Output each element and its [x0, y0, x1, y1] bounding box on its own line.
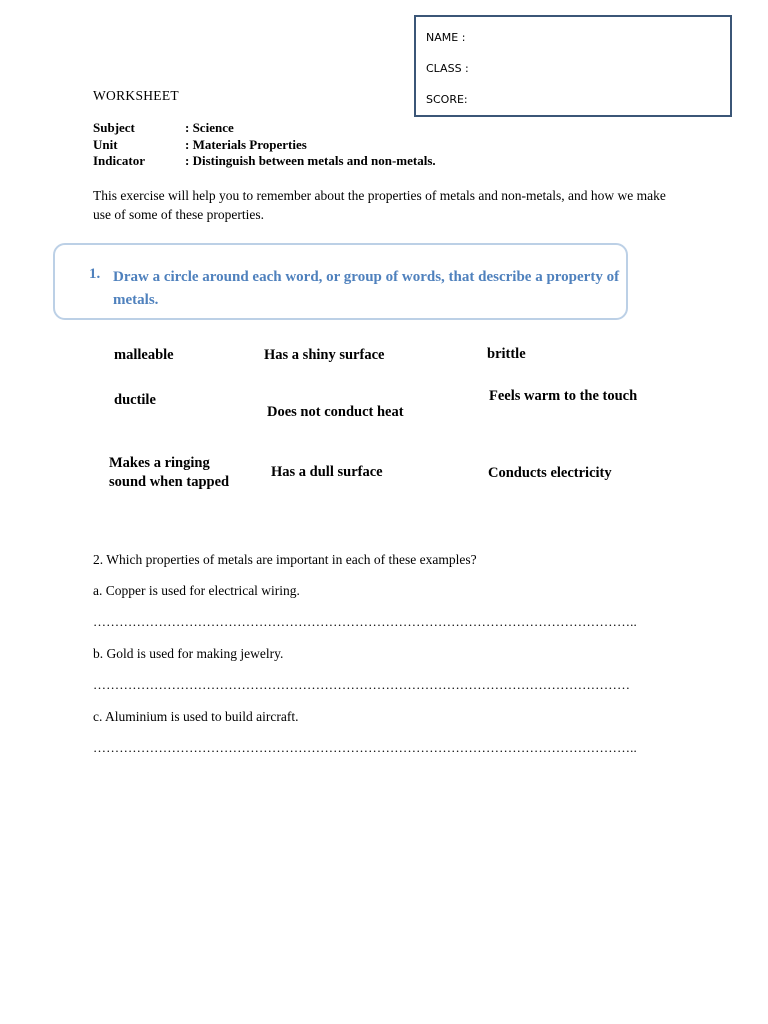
intro-paragraph: This exercise will help you to remember about the properties of metals and non-metals, and how we make use of some of these properties.: [93, 188, 666, 222]
word-option-shiny-surface[interactable]: Has a shiny surface: [264, 347, 385, 363]
question2-item-a: a. Copper is used for electrical wiring.: [93, 583, 300, 598]
question2-item-c: c. Aluminium is used to build aircraft.: [93, 709, 299, 724]
info-row-indicator: [93, 153, 436, 169]
info-value: : Distinguish between metals and non-metals.: [185, 153, 436, 168]
answer-line-b[interactable]: ……………………………………………………………………………………………………………: [93, 677, 631, 692]
info-row-subject: [93, 120, 234, 136]
info-key: Subject: [93, 120, 135, 135]
question1-number: 1.: [89, 266, 101, 282]
word-option-malleable[interactable]: malleable: [114, 347, 174, 363]
word-option-feels-warm[interactable]: Feels warm to the touch: [489, 388, 638, 404]
question2-prompt: 2. Which properties of metals are important in each of these examples?: [93, 552, 477, 567]
answer-line-c[interactable]: ……………………………………………………………………………………………………………..: [93, 740, 637, 755]
class-label: CLASS :: [426, 62, 469, 75]
score-label: SCORE:: [426, 93, 468, 106]
info-value: : Science: [185, 120, 234, 135]
name-label: NAME :: [426, 31, 466, 44]
info-key: Indicator: [93, 153, 145, 168]
info-row-unit: [93, 137, 307, 153]
word-option-ductile[interactable]: ductile: [114, 392, 156, 408]
word-option-ringing-sound[interactable]: Makes a ringing sound when tapped: [109, 455, 230, 490]
worksheet-title: WORKSHEET: [93, 88, 179, 103]
question1-text: Draw a circle around each word, or group of words, that describe a property of metals.: [113, 269, 620, 308]
question2-item-b: b. Gold is used for making jewelry.: [93, 646, 284, 661]
student-info-box: [414, 15, 732, 117]
answer-line-a[interactable]: ……………………………………………………………………………………………………………..: [93, 614, 637, 629]
word-option-no-conduct-heat[interactable]: Does not conduct heat: [267, 404, 404, 420]
word-option-brittle[interactable]: brittle: [487, 346, 526, 362]
word-option-conducts-electricity[interactable]: Conducts electricity: [488, 465, 612, 481]
word-option-dull-surface[interactable]: Has a dull surface: [271, 464, 383, 480]
info-value: : Materials Properties: [185, 137, 307, 152]
info-key: Unit: [93, 137, 118, 152]
